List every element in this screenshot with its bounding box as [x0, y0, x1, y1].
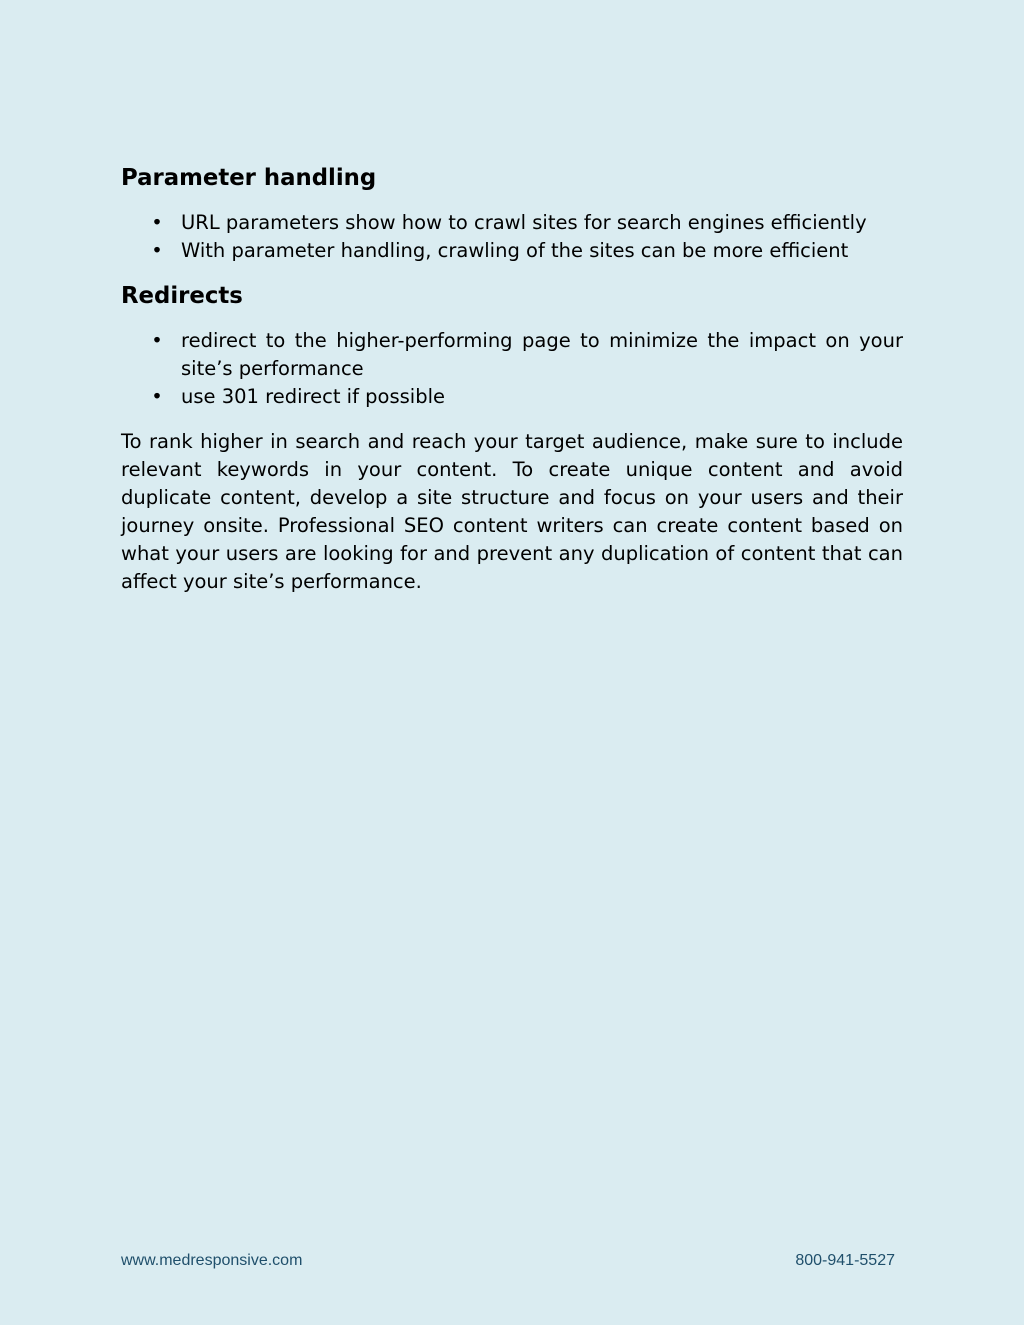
- bullet-list-parameter-handling: [121, 209, 903, 265]
- list-item: [121, 383, 903, 411]
- bullet-icon: •: [151, 211, 163, 234]
- list-item: [121, 209, 903, 237]
- list-item-text: With parameter handling, crawling of the sites can be more efficient: [181, 239, 849, 262]
- list-item: [121, 327, 903, 383]
- list-item-text: use 301 redirect if possible: [181, 385, 445, 408]
- bullet-list-redirects: [121, 327, 903, 411]
- footer-website-link[interactable]: www.medresponsive.com: [121, 1252, 303, 1269]
- section-heading-redirects: Redirects: [121, 283, 243, 309]
- bullet-icon: •: [151, 329, 163, 352]
- list-item: [121, 237, 903, 265]
- bullet-icon: •: [151, 239, 163, 262]
- list-item-text: redirect to the higher-performing page to minimize the impact on your site’s performance: [181, 329, 903, 380]
- summary-paragraph: To rank higher in search and reach your target audience, make sure to include relevant keywords in your content. To create unique content and avoid duplicate content, develop a site structure and focus on your users and their journey onsite. Professional SEO content writers can create content based on what your users are looking for and prevent any duplication of content that can affect your site’s performance.: [121, 430, 903, 593]
- section-heading-parameter-handling: Parameter handling: [121, 165, 377, 191]
- bullet-icon: •: [151, 385, 163, 408]
- list-item-text: URL parameters show how to crawl sites for search engines efficiently: [181, 211, 867, 234]
- document-body: [121, 164, 903, 596]
- footer-phone: 800-941-5527: [795, 1252, 895, 1269]
